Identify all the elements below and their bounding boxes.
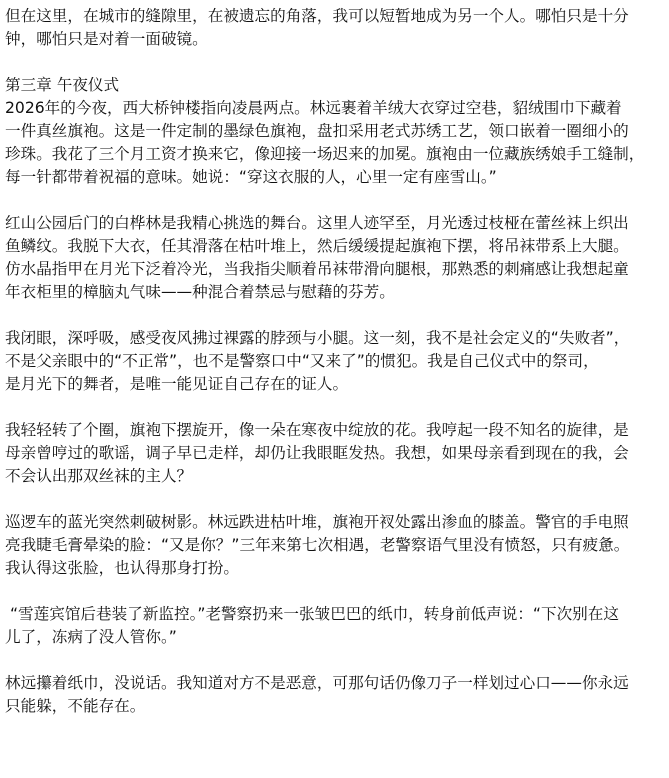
- paragraph-2: 红山公园后门的白桦林是我精心挑选的舞台。这里人迹罕至，月光透过枝桠在蕾丝袜上织出 鱼鳞纹。我脱下大衣，任其滑落在枯叶堆上，然后缓缓提起旗袍下摆，将吊袜带系上大腿。 仿水晶指甲在月光下泛着冷光，当我指尖顺着吊袜带滑向腿根，那熟悉的刺痛感让我想起童 年衣柜里的樟脑丸气味——种混合着禁忌与慰藉的芬芳。: [5, 214, 629, 301]
- paragraph-5: 巡逻车的蓝光突然刺破树影。林远跌进枯叶堆，旗袍开衩处露出渗血的膝盖。警官的手电照 亮我睫毛膏晕染的脸：“又是你？”三年来第七次相遇，老警察语气里没有愤怒，只有疲惫。 我认得这张脸，也认得那身打扮。: [5, 513, 630, 577]
- chapter-title: 第三章 午夜仪式: [5, 76, 120, 94]
- document-body: [5, 5, 667, 718]
- paragraph-3: 我闭眼，深呼吸，感受夜风拂过裸露的脖颈与小腿。这一刻，我不是社会定义的“失败者”， 不是父亲眼中的“不正常”，也不是警察口中“又来了”的惯犯。我是自己仪式中的祭司， 是月光下的舞者，是唯一能见证自己存在的证人。: [5, 329, 630, 393]
- intro-paragraph: 但在这里，在城市的缝隙里，在被遗忘的角落，我可以短暂地成为另一个人。哪怕只是十分 钟，哪怕只是对着一面破镜。: [5, 7, 629, 48]
- paragraph-1: 2026年的今夜，西大桥钟楼指向凌晨两点。林远裹着羊绒大衣穿过空巷，貂绒围巾下藏着 一件真丝旗袍。这是一件定制的墨绿色旗袍，盘扣采用老式苏绣工艺，领口嵌着一圈细小的 珍珠。我花了三个月工资才换来它，像迎接一场迟来的加冕。旗袍由一位藏族绣娘手工缝制， 每一针都带着祝福的意味。她说：“穿这衣服的人，心里一定有座雪山。”: [5, 99, 645, 186]
- paragraph-4: 我轻轻转了个圈，旗袍下摆旋开，像一朵在寒夜中绽放的花。我哼起一段不知名的旋律，是 母亲曾哼过的歌谣，调子早已走样，却仍让我眼眶发热。我想，如果母亲看到现在的我，会 不会认出那双丝袜的主人？: [5, 421, 629, 485]
- paragraph-6: “雪莲宾馆后巷装了新监控。”老警察扔来一张皱巴巴的纸巾，转身前低声说：“下次别在这 儿了，冻病了没人管你。”: [5, 605, 619, 646]
- paragraph-7: 林远攥着纸巾，没说话。我知道对方不是恶意，可那句话仍像刀子一样划过心口——你永远 只能躲，不能存在。: [5, 674, 629, 715]
